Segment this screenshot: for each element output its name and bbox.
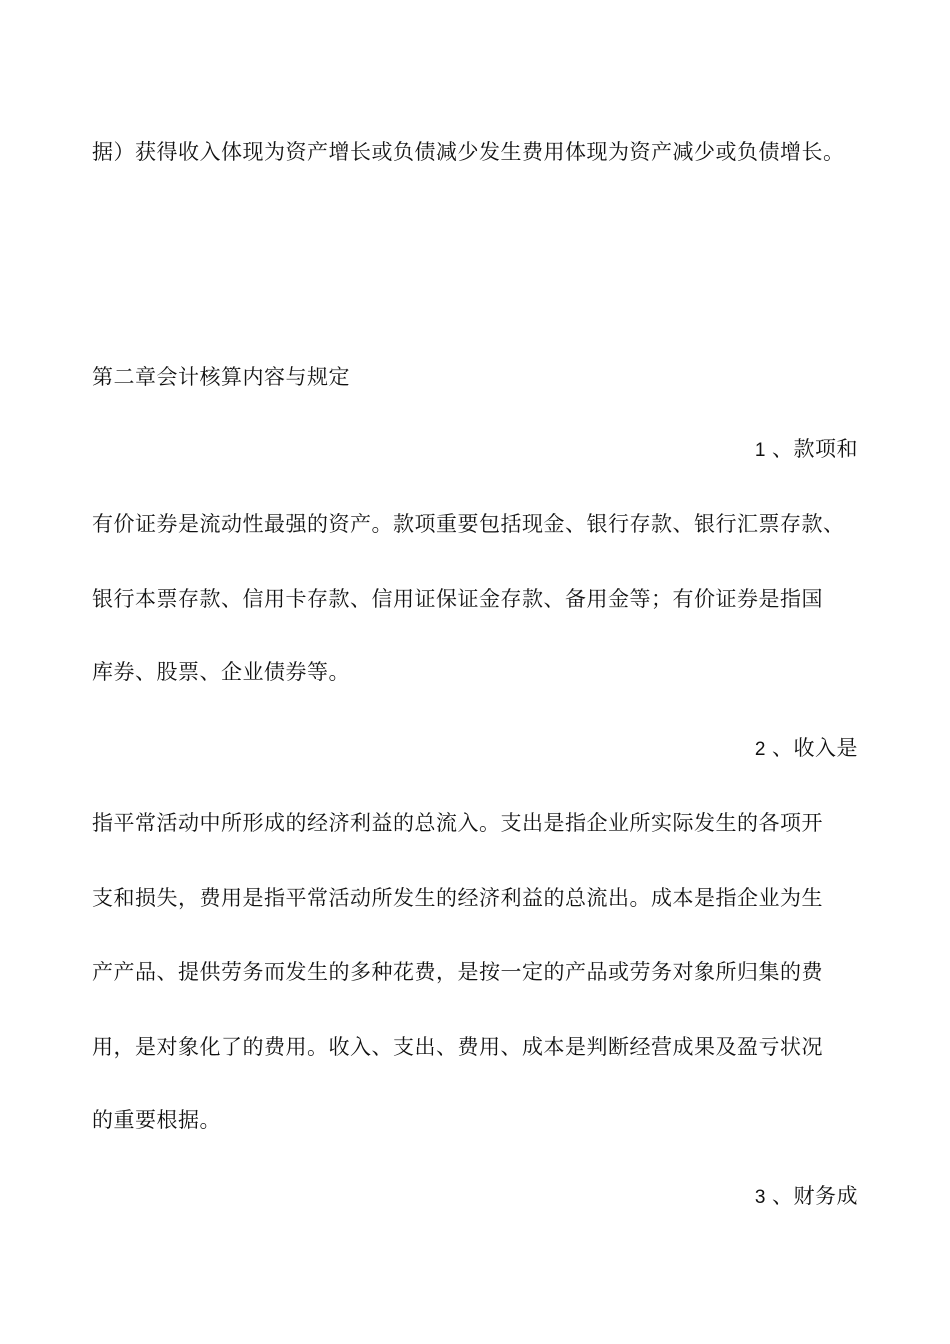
section-heading-text: 、收入是 (772, 736, 858, 760)
paragraph-line: 银行本票存款、信用卡存款、信用证保证金存款、备用金等；有价证券是指国 (92, 587, 823, 611)
paragraph-line: 的重要根据。 (92, 1108, 221, 1132)
paragraph-line: 产产品、提供劳务而发生的多种花费，是按一定的产品或劳务对象所归集的费 (92, 960, 823, 984)
section-heading-text: 、财务成 (772, 1184, 858, 1208)
paragraph-line: 用，是对象化了的费用。收入、支出、费用、成本是判断经营成果及盈亏状况 (92, 1035, 823, 1059)
paragraph-line: 支和损失，费用是指平常活动所发生的经济利益的总流出。成本是指企业为生 (92, 886, 823, 910)
paragraph-line: 有价证券是流动性最强的资产。款项重要包括现金、银行存款、银行汇票存款、 (92, 512, 845, 536)
chapter-title: 第二章会计核算内容与规定 (92, 365, 350, 389)
paragraph-line: 据）获得收入体现为资产增长或负债减少发生费用体现为资产减少或负债增长。 (92, 140, 845, 164)
paragraph-line: 库券、股票、企业债券等。 (92, 660, 350, 684)
paragraph-line: 指平常活动中所形成的经济利益的总流入。支出是指企业所实际发生的各项开 (92, 811, 823, 835)
section-number: 2 (754, 739, 766, 760)
section-number: 1 (754, 440, 766, 461)
section-heading-3 (755, 1182, 858, 1212)
section-heading-2 (755, 734, 858, 764)
section-number: 3 (754, 1187, 766, 1208)
section-heading-text: 、款项和 (772, 437, 858, 461)
section-heading-1 (755, 435, 858, 465)
